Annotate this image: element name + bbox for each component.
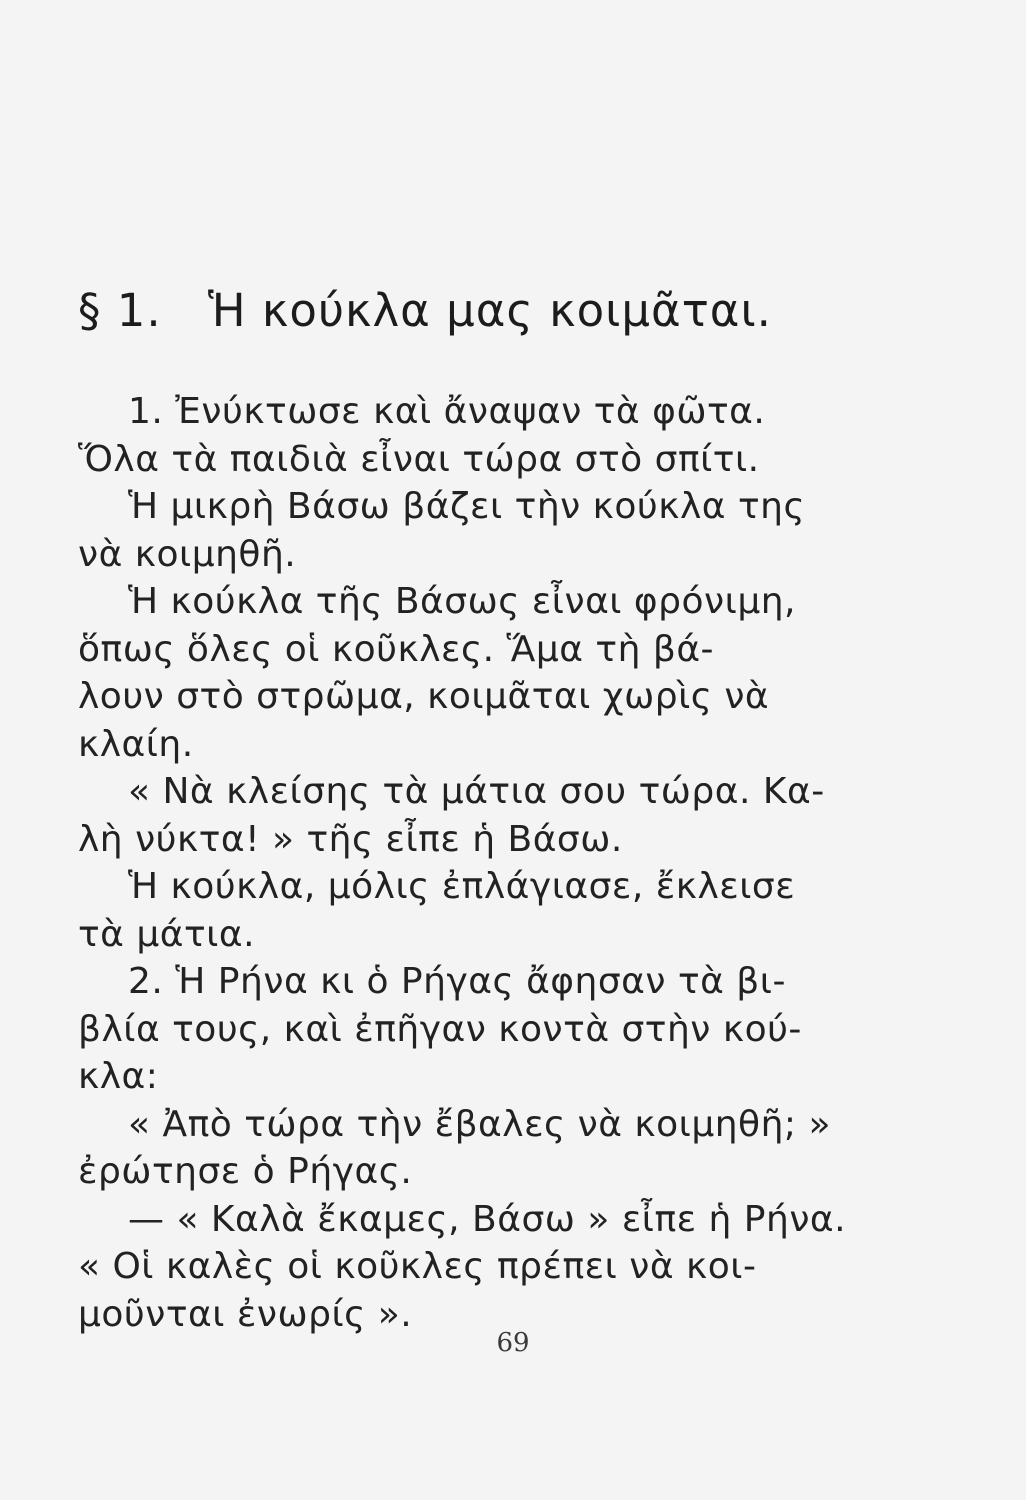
- text-line: « Οἱ καλὲς οἱ κοῦκλες πρέπει νὰ κοι-: [78, 1246, 757, 1287]
- text-line: — « Καλὰ ἔκαμες, Βάσω » εἶπε ἡ Ρήνα.: [128, 1198, 847, 1240]
- section-number: § 1.: [78, 284, 162, 337]
- page-number: 69: [496, 1328, 530, 1358]
- section-heading: [78, 284, 772, 337]
- text-line: μοῦνται ἐνωρίς ».: [78, 1293, 413, 1335]
- text-line: ἐρώτησε ὁ Ρήγας.: [78, 1151, 413, 1192]
- text-line: λουν στὸ στρῶμα, κοιμᾶται χωρὶς νὰ: [78, 676, 770, 717]
- text-line: « Ἀπὸ τώρα τὴν ἔβαλες νὰ κοιμηθῆ; »: [128, 1103, 831, 1145]
- text-line: 2. Ἡ Ρήνα κι ὁ Ρήγας ἄφησαν τὰ βι-: [128, 961, 786, 1002]
- section-title: Ἡ κούκλα μας κοιμᾶται.: [208, 284, 772, 337]
- body-text: [78, 388, 847, 1338]
- text-line: Ἡ κούκλα τῆς Βάσως εἶναι φρόνιμη,: [128, 581, 796, 622]
- text-line: νὰ κοιμηθῆ.: [78, 533, 297, 575]
- text-line: τὰ μάτια.: [78, 913, 256, 955]
- text-line: Ἡ μικρὴ Βάσω βάζει τὴν κούκλα της: [128, 486, 806, 527]
- text-line: κλα:: [78, 1056, 159, 1097]
- text-line: 1. Ἐνύκτωσε καὶ ἄναψαν τὰ φῶτα.: [128, 391, 766, 432]
- text-line: Ὅλα τὰ παιδιὰ εἶναι τώρα στὸ σπίτι.: [78, 438, 760, 480]
- text-line: ὅπως ὅλες οἱ κοῦκλες. Ἅμα τὴ βά-: [78, 628, 715, 670]
- text-line: Ἡ κούκλα, μόλις ἐπλάγιασε, ἔκλεισε: [128, 866, 796, 907]
- text-line: « Νὰ κλείσης τὰ μάτια σου τώρα. Κα-: [128, 771, 825, 812]
- text-line: κλαίη.: [78, 723, 194, 765]
- text-line: βλία τους, καὶ ἐπῆγαν κοντὰ στὴν κού-: [78, 1008, 802, 1050]
- text-line: λὴ νύκτα! » τῆς εἶπε ἡ Βάσω.: [78, 818, 623, 860]
